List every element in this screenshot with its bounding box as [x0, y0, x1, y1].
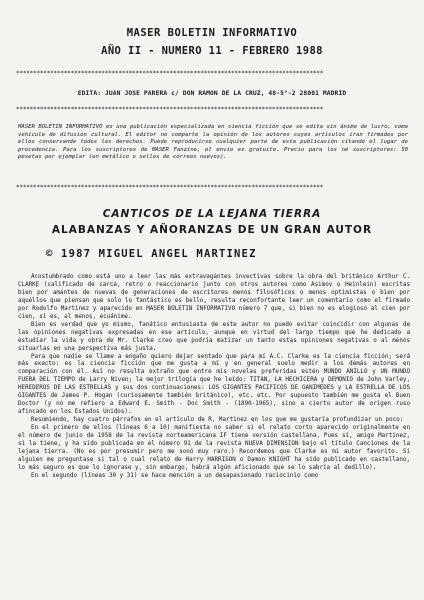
star-divider: ******************************************************************************************	[16, 70, 324, 77]
article-body	[18, 274, 410, 481]
publication-notice	[18, 124, 408, 162]
issue-line: AÑO II - NUMERO 11 - FEBRERO 1988	[101, 45, 323, 57]
article-byline: © 1987 MIGUEL ANGEL MARTINEZ	[46, 248, 257, 260]
article-paragraph: En el primero de ellos (líneas 6 a 10) manifiesta no saber si el relato corto aparecido originalmente en el número de junio de 1958 de la revista norteamericana IF tiene versión castellana. Pues sí, amigo Martinez, si la tiene, y ha sido publicada en el número 91 de la revista NUEVA DIMENSION bajo el título Canciones de la lejana tierra. (No es por presumir pero me sonó muy raro.) Recordemos que Clarke es mi autor favorito. Si alguien me preguntase si tal o cual relato de Harry HARRISON o Damon KNIGHT ha sido publicado en castellano, lo más seguro es que lo ignorase y, sin embargo, habrá algún aficionado que se lo sabría al dedillo).	[18, 425, 410, 471]
article-paragraph: En el segundo (líneas 30 y 31) se hace mención a un desapasionado raciocinio como	[30, 472, 319, 479]
star-divider: ******************************************************************************************	[16, 184, 324, 191]
article-paragraph: Resumiendo, hay cuatro párrafos en el artículo de R. Martinez en los que me gustaría profundizar un poco:	[30, 417, 404, 424]
article-paragraph: Para que nadie se llame a engaño quiero dejar sentado que para mí A.C. Clarke es la ciencia ficción; será más exacto: es la ciencia ficción que me gusta a mí y en general suelo medir a los demás autores en comparación con él. Así no resulta extraño que entre mis novelas preferidas estén MUNDO ANILLO y UN MUNDO FUERA DEL TIEMPO de Larry Niven; la mejor trilogía que he leído: TITAN, LA HECHICERA y DEMONIO de John Varley, HEREDEROS DE LAS ESTRELLAS y sus dos continuaciones: LOS GIGANTES PACIFICOS DE GANIMEDES y LA ESTRELLA DE LOS GIGANTES de James P. Hogan (curiosamente también británico), etc. etc. Por supuesto también me gusta el Buen Doctor (y no me refiero a Edward E. Smith - Doc Smith - (1890-1965), sino a cierto autor de origen ruso afincado en los Estados Unidos).	[18, 353, 410, 416]
star-divider: ******************************************************************************************	[16, 106, 324, 113]
article-heading: CANTICOS DE LA LEJANA TIERRA	[102, 208, 322, 220]
article-paragraph: Acostumbrado como está uno a leer las más extravagantes invectivas sobre la obra del británico Arthur C. CLARKE (calificado de carca, retro o reaccionario junto con otros autores como Asimov o Heinlein) escritas bien por amantes de nuevas de generaciones de escritores menos filosóficos o menos optimistas o bien por aquellos que piensan que solo lo fantástico es bello, resulta reconfortante leer un comentario como el firmado por Rodolfo Martinez y aparecido en MASER BOLETIN INFORMATIVO número 7 que, si bien no es elogioso al cien por cien, si es, al menos, ecuánime.	[18, 274, 410, 320]
article-subheading: ALABANZAS Y AÑORANZAS DE UN GRAN AUTOR	[51, 224, 373, 236]
article-paragraph: Bien es verdad que yo mismo, fanático entusiasta de este autor no puedo evitar coincidir con algunas de las opiniones negativas expresadas en ese artículo, aunque en virtud del largo tiempo que he dedicado a estudiar la vida y obra de Mr. Clarke creo que podría matizar un tanto estas opiniones negativas o al menos situarlas en una perspectiva más justa.	[18, 321, 410, 352]
newsletter-title: MASER BOLETIN INFORMATIVO	[126, 27, 298, 39]
notice-text: MASER BOLETIN INFORMATIVO es una publicación especializada en ciencia ficción que se edita sin ánimo de lucro, como vehículo de difusión cultural. El editor no comparte la opinión de los autores cuyos artículos iran firmados por ellos conservando todos los derechos. Puede reproducirse cualquier parte de esta publicación citando el lugar de procedencia. Para los suscriptores de MASER Fanzine, el envío es gratuito. Precio para los no suscriptores: 50 pesetas por ejemplar (en metálico o sellos de correos nuevos).	[18, 124, 408, 161]
editor-address: EDITA: JUAN JOSE PARERA c/ DON RAMON DE LA CRUZ, 48-5°-2 28001 MADRID	[77, 90, 347, 97]
